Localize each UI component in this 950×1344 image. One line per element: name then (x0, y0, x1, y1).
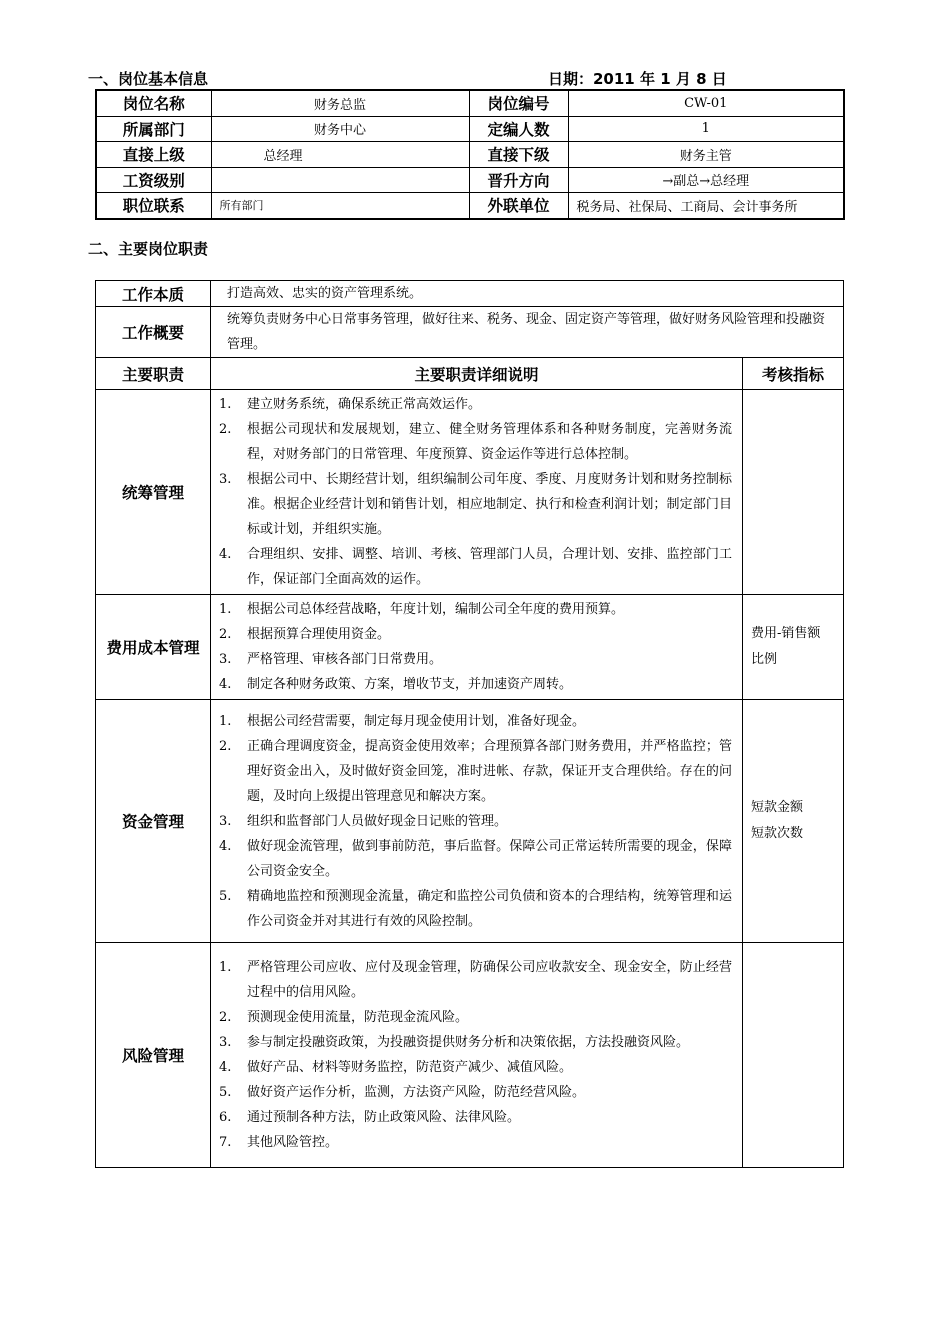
value-direct-superior: 总经理 (211, 142, 469, 168)
value-headcount: 1 (568, 116, 844, 142)
list-item: 3. 根据公司中、长期经营计划，组织编制公司年度、季度、月度财务计划和财务控制标准。根据企业经营计划和销售计划，相应地制定、执行和检查利润计划；制定部门目标或计划，并组织实施。 (219, 472, 732, 537)
duty-details (211, 700, 743, 943)
duty-details (211, 595, 743, 700)
section-2-title: 二、主要岗位职责 (88, 240, 209, 258)
label-direct-subordinate: 直接下级 (469, 142, 568, 168)
list-item: 5. 做好资产运作分析，监测，方法资产风险，防范经营风险。 (219, 1085, 586, 1100)
duty-group-name: 统筹管理 (96, 390, 211, 595)
header-duty-detail: 主要职责详细说明 (211, 358, 743, 390)
header-main-duty: 主要职责 (96, 358, 211, 390)
list-item: 4. 制定各种财务政策、方案，增收节支，并加速资产周转。 (219, 677, 573, 692)
value-salary-level (211, 167, 469, 193)
label-promotion-path: 晋升方向 (469, 167, 568, 193)
list-item: 3. 严格管理、审核各部门日常费用。 (219, 652, 443, 667)
value-work-nature: 打造高效、忠实的资产管理系统。 (211, 281, 844, 307)
list-item: 2. 根据预算合理使用资金。 (219, 627, 391, 642)
kpi-cell: 短款金额 短款次数 (743, 700, 844, 943)
table-row (96, 390, 844, 595)
table-row (96, 307, 844, 358)
list-item: 4. 做好产品、材料等财务监控，防范资产减少、减值风险。 (219, 1060, 573, 1075)
label-headcount: 定编人数 (469, 116, 568, 142)
table-row (96, 943, 844, 1168)
kpi-cell: 费用-销售额 比例 (743, 595, 844, 700)
list-item: 2. 正确合理调度资金，提高资金使用效率；合理预算各部门财务费用，并严格监控；管理好资金出入，及时做好资金回笼，准时进帐、存款，保证开支合理供给。存在的问题，及时向上级提出管理意见和解决方案。 (219, 738, 732, 804)
value-direct-subordinate: 财务主管 (568, 142, 844, 168)
table-row (96, 281, 844, 307)
table-row (96, 167, 844, 193)
list-item: 6. 通过预制各种方法，防止政策风险、法律风险。 (219, 1110, 521, 1125)
table-row (96, 142, 844, 168)
header-kpi: 考核指标 (743, 358, 844, 390)
kpi-cell (743, 390, 844, 595)
list-item: 4. 做好现金流管理，做到事前防范，事后监督。保障公司正常运转所需要的现金，保障公司资金安全。 (219, 838, 732, 879)
value-department: 财务中心 (211, 116, 469, 142)
list-item: 4. 合理组织、安排、调整、培训、考核、管理部门人员，合理计划、安排、监控部门工作，保证部门全面高效的运作。 (219, 547, 732, 587)
value-promotion-path: →副总→总经理 (568, 167, 844, 193)
list-item: 1. 根据公司经营需要，制定每月现金使用计划，准备好现金。 (219, 713, 586, 729)
value-position-name: 财务总监 (211, 90, 469, 116)
table-header-row (96, 358, 844, 390)
label-external-units: 外联单位 (469, 193, 568, 219)
table-row (96, 595, 844, 700)
duty-group-name: 资金管理 (96, 700, 211, 943)
label-internal-contact: 职位联系 (96, 193, 211, 219)
date-label: 日期：2011 年 1 月 8 日 (548, 70, 727, 88)
duty-group-name: 风险管理 (96, 943, 211, 1168)
list-item: 7. 其他风险管控。 (219, 1135, 339, 1150)
value-work-summary: 统筹负责财务中心日常事务管理，做好往来、税务、现金、固定资产等管理，做好财务风险管理和投融资管理。 (211, 307, 844, 358)
label-direct-superior: 直接上级 (96, 142, 211, 168)
section-1-title: 一、岗位基本信息 (88, 70, 209, 88)
value-internal-contact: 所有部门 (211, 193, 469, 219)
duty-group-name: 费用成本管理 (96, 595, 211, 700)
label-work-nature: 工作本质 (96, 281, 211, 307)
table-row (96, 116, 844, 142)
list-item: 3. 参与制定投融资政策，为投融资提供财务分析和决策依据，方法投融资风险。 (219, 1035, 690, 1050)
label-salary-level: 工资级别 (96, 167, 211, 193)
list-item: 2. 根据公司现状和发展规划，建立、健全财务管理体系和各种财务制度，完善财务流程，对财务部门的日常管理、年度预算、资金运作等进行总体控制。 (219, 422, 732, 462)
label-department: 所属部门 (96, 116, 211, 142)
table-row (96, 193, 844, 219)
list-item: 5. 精确地监控和预测现金流量，确定和监控公司负债和资本的合理结构，统筹管理和运作公司资金并对其进行有效的风险控制。 (219, 888, 732, 929)
kpi-cell (743, 943, 844, 1168)
list-item: 3. 组织和监督部门人员做好现金日记账的管理。 (219, 813, 508, 829)
basic-info-table (95, 89, 845, 220)
value-position-code: CW-01 (568, 90, 844, 116)
duty-details (211, 943, 743, 1168)
list-item: 1. 根据公司总体经营战略，年度计划，编制公司全年度的费用预算。 (219, 602, 625, 617)
table-row (96, 90, 844, 116)
list-item: 2. 预测现金使用流量，防范现金流风险。 (219, 1010, 469, 1025)
label-position-code: 岗位编号 (469, 90, 568, 116)
list-item: 1. 严格管理公司应收、应付及现金管理，防确保公司应收款安全、现金安全，防止经营过程中的信用风险。 (219, 960, 732, 1000)
list-item: 1. 建立财务系统，确保系统正常高效运作。 (219, 397, 482, 412)
value-external-units: 税务局、社保局、工商局、会计事务所 (568, 193, 844, 219)
duties-table (95, 280, 844, 1168)
label-work-summary: 工作概要 (96, 307, 211, 358)
label-position-name: 岗位名称 (96, 90, 211, 116)
table-row (96, 700, 844, 943)
duty-details (211, 390, 743, 595)
